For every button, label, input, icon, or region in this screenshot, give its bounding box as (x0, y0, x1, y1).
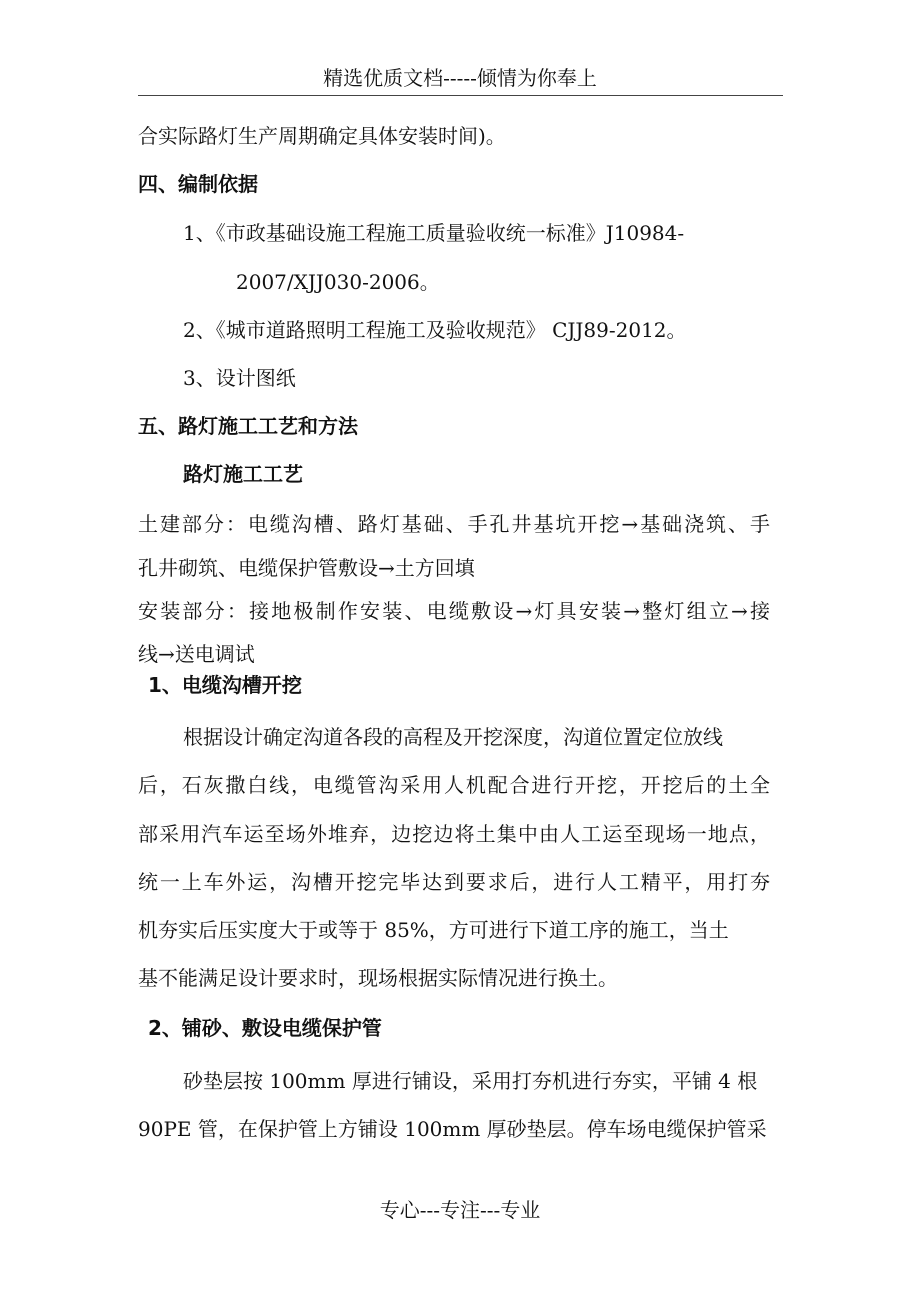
trench-paragraph-line: 后，石灰撒白线，电缆管沟采用人机配合进行开挖，开挖后的土全 (138, 773, 770, 797)
reference-item-3: 3、设计图纸 (183, 366, 296, 390)
page-footer: 专心---专注---专业 (379, 1198, 541, 1222)
header-divider (138, 95, 783, 96)
trench-paragraph-line: 基不能满足设计要求时，现场根据实际情况进行换土。 (138, 966, 618, 990)
subheading-process: 路灯施工工艺 (183, 462, 303, 486)
reference-item-1-continued: 2007/XJJ030-2006。 (236, 270, 440, 294)
conduit-paragraph-line: 90PE 管，在保护管上方铺设 100mm 厚砂垫层。停车场电缆保护管采 (138, 1117, 767, 1141)
installation-line-1: 安装部分：接地极制作安装、电缆敷设→灯具安装→整灯组立→接 (138, 599, 770, 623)
trench-paragraph-line: 部采用汽车运至场外堆弃，边挖边将土集中由人工运至现场一地点， (138, 822, 770, 846)
reference-item-2: 2、《城市道路照明工程施工及验收规范》 CJJ89-2012。 (183, 318, 687, 342)
civil-works-line-2: 孔井砌筑、电缆保护管敷设→土方回填 (138, 556, 475, 580)
section-heading-basis: 四、编制依据 (138, 172, 258, 196)
conduit-paragraph-line: 砂垫层按 100mm 厚进行铺设，采用打夯机进行夯实，平铺 4 根 (183, 1069, 758, 1093)
trench-paragraph-line: 机夯实后压实度大于或等于 85%，方可进行下道工序的施工，当土 (138, 918, 729, 942)
section-heading-methods: 五、路灯施工工艺和方法 (138, 414, 358, 438)
paragraph-continuation: 合实际路灯生产周期确定具体安装时间)。 (138, 124, 506, 148)
page-header: 精选优质文档-----倾情为你奉上 (323, 66, 597, 90)
reference-item-1: 1、《市政基础设施工程施工质量验收统一标准》J10984- (183, 221, 685, 245)
trench-paragraph-line: 统一上车外运，沟槽开挖完毕达到要求后，进行人工精平，用打夯 (138, 870, 770, 894)
civil-works-line-1: 土建部分：电缆沟槽、路灯基础、手孔井基坑开挖→基础浇筑、手 (138, 512, 770, 536)
installation-line-2: 线→送电调试 (138, 642, 255, 666)
step-heading-trench: 1、电缆沟槽开挖 (148, 673, 302, 697)
step-heading-sand-conduit: 2、铺砂、敷设电缆保护管 (148, 1016, 382, 1040)
trench-paragraph-line: 根据设计确定沟道各段的高程及开挖深度，沟道位置定位放线 (183, 725, 723, 749)
